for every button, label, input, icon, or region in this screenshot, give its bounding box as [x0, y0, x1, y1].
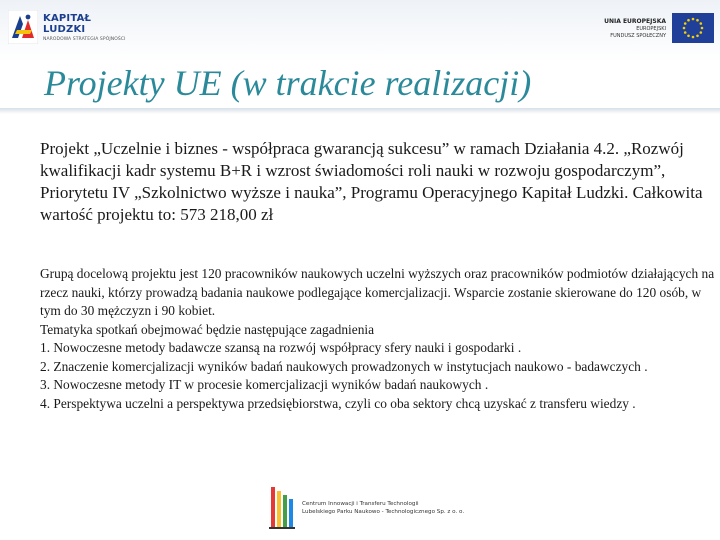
eu-logo-line2: EUROPEJSKI [636, 25, 666, 32]
kapital-ludzki-logo [4, 2, 126, 52]
project-details [40, 265, 716, 413]
topic-item-3: 3. Nowoczesne metody IT w procesie komercjalizacji wyników badań naukowych . [40, 377, 489, 392]
kapital-ludzki-title: KAPITAŁ LUDZKI [43, 12, 92, 35]
citt-logo-line1: Centrum Innowacji i Transferu Technologii [302, 501, 419, 507]
topic-item-1: 1. Nowoczesne metody badawcze szansą na rozwój współpracy sfery nauki i gospodarki . [40, 340, 522, 355]
kapital-ludzki-mark-icon [8, 10, 38, 44]
title-divider [0, 108, 720, 114]
topics-heading: Tematyka spotkań obejmować będzie następujące zagadnienia [40, 321, 375, 337]
eu-logo-line3: FUNDUSZ SPOŁECZNY [610, 32, 666, 39]
kapital-ludzki-subtitle: NARODOWA STRATEGIA SPÓJNOŚCI [43, 36, 126, 42]
eu-flag-icon [672, 13, 714, 43]
citt-logo-line2: Lubelskiego Parku Naukowo - Technologicznego Sp. z o. o. [302, 509, 465, 515]
page-title: Projekty UE (w trakcie realizacji) [44, 63, 532, 103]
citt-logo [268, 484, 465, 532]
project-intro: Projekt „Uczelnie i biznes - współpraca gwarancją sukcesu” w ramach Działania 4.2. „Rozwój kwalifikacji kadr systemu B+R i wzrost świadomości roli nauki w rozwoju gospodarczym”, Priorytetu IV „Szkolnictwo wyższe i nauka”, Programu Operacyjnego Kapitał Ludzki. Całkowita wartość projektu to: 573 218,00 zł [40, 139, 703, 224]
eu-logo [598, 6, 714, 50]
topic-item-2: 2. Znaczenie komercjalizacji wyników badań naukowych prowadzonych w instytucjach naukowo - badawczych . [40, 358, 648, 374]
citt-mark-icon [268, 485, 298, 531]
topic-item-4: 4. Perspektywa uczelni a perspektywa przedsiębiorstwa, czyli co oba sektory chcą uzyskać z transferu wiedzy . [40, 395, 636, 411]
target-group-paragraph: Grupą docelową projektu jest 120 pracowników naukowych uczelni wyższych oraz pracowników podmiotów działających na rzecz nauki, którzy prowadzą badania naukowe podlegające komercjalizacji. Wsparcie zostanie skierowane do 120 osób, w tym do 30 mężczyzn i 90 kobiet. [40, 266, 715, 318]
eu-logo-line1: UNIA EUROPEJSKA [604, 17, 666, 25]
